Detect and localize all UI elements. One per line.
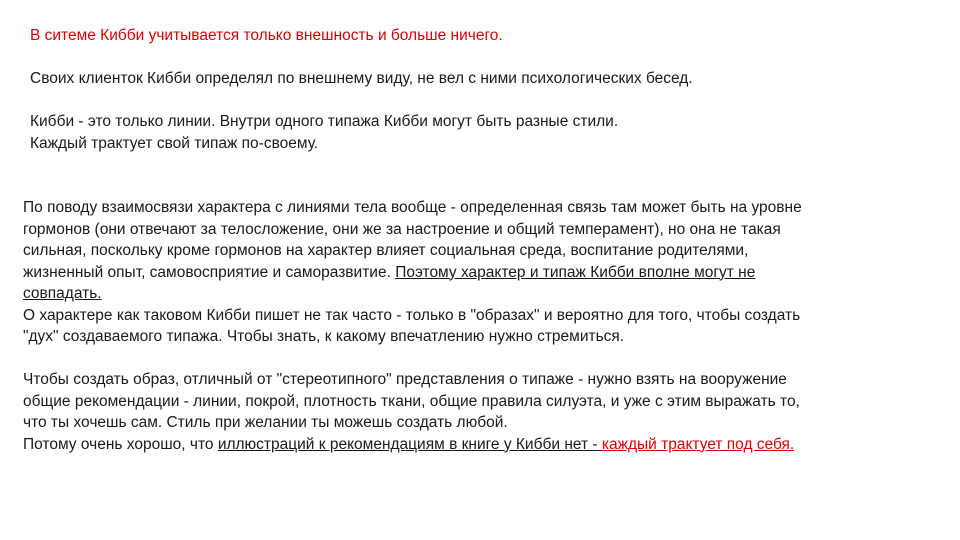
paragraph-image [23, 369, 943, 455]
image-underlined: иллюстраций к рекомендациям в книге у Кибби нет - [217, 435, 602, 453]
lines-text-2: Каждый трактует свой типаж по-своему. [30, 135, 319, 152]
character-underlined-1: Поэтому характер и типаж Кибби вполне могут не [395, 263, 756, 281]
image-text: Чтобы создать образ, отличный от "стереотипного" представления о типаже - нужно взять на вооружение общие рекомендации - линии, покрой, плотность ткани, общие правила силуэта, и уже с этим выражать то, что ты хочешь сам. Стиль при желании ты можешь создать любой. Потому очень хорошо, что [23, 371, 800, 453]
image-red-underlined: каждый трактует под себя. [601, 435, 795, 453]
lines-text-1: Кибби - это только линии. Внутри одного типажа Кибби могут быть разные стили. [30, 113, 619, 130]
paragraph-clients: Своих клиенток Кибби определял по внешнему виду, не вел с ними психологических бесед. [30, 70, 693, 87]
paragraph-character [23, 197, 943, 348]
paragraph-lines [30, 111, 618, 155]
character-underlined-2: совпадать. [23, 285, 102, 302]
statement-red: В ситеме Кибби учитывается только внешность и больше ничего. [30, 27, 503, 44]
character-tail: О характере как таковом Кибби пишет не так часто - только в "образах" и вероятно для того, чтобы создать "дух" создаваемого типажа. Чтобы знать, к какому впечатлению нужно стремиться. [23, 306, 801, 345]
character-text: По поводу взаимосвязи характера с линиями тела вообще - определенная связь там может быть на уровне гормонов (они отвечают за телосложение, они же за настроение и общий темперамент), но она не такая сильная, поскольку кроме гормонов на характер влияет социальная среда, воспитание родителями, жизненный опыт, самовосприятие и саморазвитие. [23, 199, 802, 281]
